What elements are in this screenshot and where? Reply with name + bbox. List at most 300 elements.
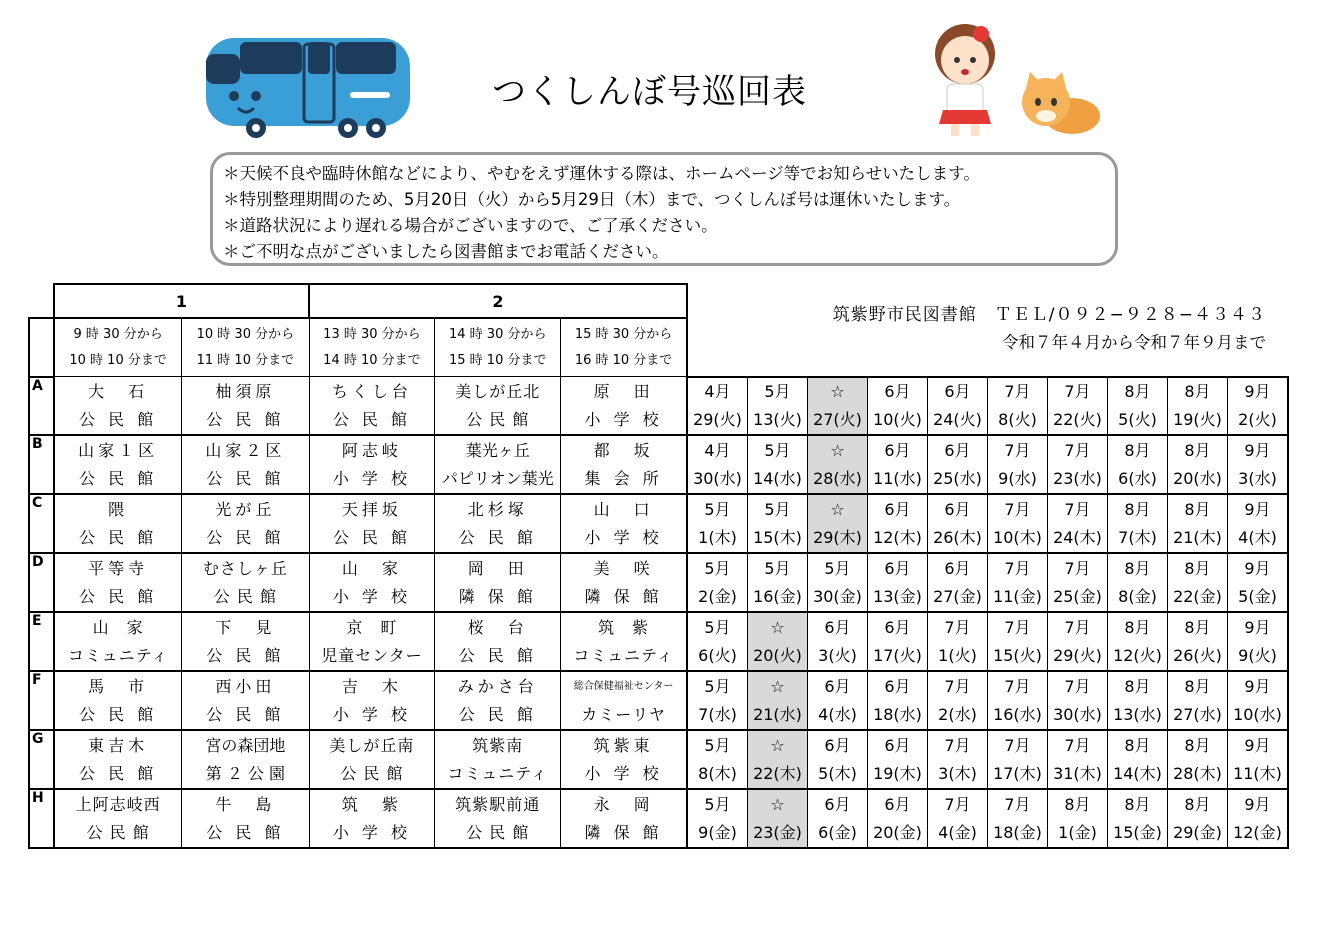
month-label: 7月	[944, 794, 971, 814]
month-label: 6月	[884, 440, 911, 460]
date-cell	[1168, 553, 1228, 612]
day-label: 8(木)	[698, 763, 737, 783]
route-row	[29, 435, 1288, 494]
day-label: 9(火)	[1238, 645, 1277, 665]
stop-name: 東吉木	[88, 735, 149, 755]
date-cell	[868, 671, 928, 730]
day-label: 23(金)	[753, 822, 802, 842]
stop-facility: 公 民 館	[79, 527, 158, 547]
time-slot-line: 10 時 30 分から	[196, 326, 295, 342]
month-label: 8月	[1064, 794, 1091, 814]
month-label: 6月	[824, 794, 851, 814]
month-label: 8月	[1184, 676, 1211, 696]
date-cell	[988, 553, 1048, 612]
month-label: 9月	[1244, 499, 1271, 519]
date-cell	[1168, 730, 1228, 789]
day-label: 4(金)	[938, 822, 977, 842]
date-cell	[868, 494, 928, 553]
stop-facility: コミュニティ	[573, 645, 674, 665]
date-cell	[1108, 435, 1168, 494]
stop-cell	[54, 730, 182, 789]
suspended-date-cell	[808, 377, 868, 436]
date-cell	[1228, 435, 1289, 494]
stop-name: 山家２区	[205, 440, 286, 460]
stop-facility: 公 民 館	[458, 704, 537, 724]
month-label: 7月	[1064, 676, 1091, 696]
day-label: 5(金)	[1238, 586, 1277, 606]
date-cell	[748, 494, 808, 553]
stop-facility: 公 民 館	[206, 527, 285, 547]
time-slot-line: 16 時 10 分まで	[574, 352, 673, 368]
date-cell	[687, 612, 748, 671]
date-cell	[1228, 671, 1289, 730]
suspended-date-cell	[808, 494, 868, 553]
day-label: 7(水)	[698, 704, 737, 724]
stop-name: 筑 紫	[598, 617, 650, 637]
time-slot-header	[435, 318, 561, 377]
stop-name: ちくし台	[331, 381, 412, 401]
day-label: 6(火)	[698, 645, 737, 665]
month-label: 8月	[1124, 381, 1151, 401]
stop-cell	[309, 730, 435, 789]
date-cell	[1108, 494, 1168, 553]
month-label: 6月	[824, 676, 851, 696]
stop-facility: 公 民 館	[79, 586, 158, 606]
day-label: 29(火)	[1053, 645, 1102, 665]
suspended-date-cell	[808, 435, 868, 494]
stop-facility: 公 民 館	[206, 704, 285, 724]
date-cell	[988, 494, 1048, 553]
star-mark: ☆	[830, 499, 845, 519]
month-label: 7月	[1004, 499, 1031, 519]
date-cell	[1228, 612, 1289, 671]
day-label: 10(水)	[1233, 704, 1282, 724]
date-cell	[1048, 553, 1108, 612]
date-cell	[687, 435, 748, 494]
day-label: 25(水)	[933, 468, 982, 488]
stop-facility: パピリオン葉光	[441, 468, 554, 488]
month-label: 6月	[824, 617, 851, 637]
time-slot-line: 10 時 10 分まで	[69, 352, 167, 368]
day-label: 27(金)	[933, 586, 982, 606]
month-label: 9月	[1244, 558, 1271, 578]
date-cell	[928, 553, 988, 612]
stop-cell	[309, 377, 435, 436]
day-label: 29(火)	[693, 409, 742, 429]
date-cell	[928, 612, 988, 671]
month-label: 6月	[884, 499, 911, 519]
day-label: 13(水)	[1113, 704, 1162, 724]
stop-name: 山家１区	[78, 440, 159, 460]
date-cell	[928, 730, 988, 789]
date-cell	[928, 377, 988, 436]
month-label: 6月	[824, 735, 851, 755]
suspended-date-cell	[748, 671, 808, 730]
day-label: 25(金)	[1053, 586, 1102, 606]
date-cell	[1228, 789, 1289, 848]
date-cell	[808, 671, 868, 730]
schedule-period: 令和７年４月から令和７年９月まで	[1002, 333, 1266, 352]
date-cell	[988, 612, 1048, 671]
month-label: 8月	[1184, 440, 1211, 460]
day-label: 12(火)	[1113, 645, 1162, 665]
stop-name: 筑紫南	[472, 735, 524, 755]
date-cell	[1048, 494, 1108, 553]
day-label: 14(木)	[1113, 763, 1162, 783]
cat-illustration	[1016, 68, 1102, 136]
stop-name: 筑紫駅前通	[455, 794, 541, 814]
day-label: 15(火)	[993, 645, 1042, 665]
date-cell	[1108, 671, 1168, 730]
star-mark: ☆	[770, 735, 785, 755]
stop-facility: コミュニティ	[67, 645, 169, 665]
stop-name: 山 家	[341, 558, 402, 578]
stop-cell	[54, 553, 182, 612]
stop-name: 筑 紫	[341, 794, 402, 814]
stop-name: 京 町	[346, 617, 398, 637]
date-cell	[748, 553, 808, 612]
day-label: 20(金)	[873, 822, 922, 842]
date-cell	[988, 435, 1048, 494]
month-label: 8月	[1184, 735, 1211, 755]
month-label: 8月	[1124, 617, 1151, 637]
day-label: 3(火)	[818, 645, 857, 665]
date-cell	[1228, 730, 1289, 789]
notice-line: ＊ご不明な点がございましたら図書館までお電話ください。	[223, 242, 669, 261]
time-slot-line: 11 時 10 分まで	[196, 352, 295, 368]
stop-cell	[309, 612, 435, 671]
route-row	[29, 494, 1288, 553]
day-label: 24(火)	[933, 409, 982, 429]
stop-cell	[435, 612, 561, 671]
suspended-date-cell	[748, 612, 808, 671]
stop-facility: 公 民 館	[466, 409, 530, 429]
stop-cell	[182, 789, 309, 848]
day-label: 13(金)	[873, 586, 922, 606]
stop-name: 山 家	[92, 617, 144, 637]
stop-name: 北杉塚	[467, 499, 528, 519]
month-label: 5月	[704, 735, 731, 755]
time-slot-header	[182, 318, 309, 377]
day-label: 16(水)	[993, 704, 1042, 724]
month-label: 5月	[704, 676, 731, 696]
date-cell	[1108, 377, 1168, 436]
month-label: 5月	[704, 794, 731, 814]
month-label: 6月	[884, 381, 911, 401]
stop-name: 桜 台	[467, 617, 528, 637]
stop-cell	[561, 730, 687, 789]
day-label: 2(水)	[938, 704, 977, 724]
girl-illustration	[925, 20, 1005, 138]
day-label: 30(金)	[813, 586, 862, 606]
stop-cell	[561, 377, 687, 436]
date-cell	[687, 377, 748, 436]
date-cell	[1168, 671, 1228, 730]
month-label: 9月	[1244, 381, 1271, 401]
day-label: 2(火)	[1238, 409, 1277, 429]
stop-cell	[435, 377, 561, 436]
date-cell	[1228, 494, 1289, 553]
stop-cell	[182, 612, 309, 671]
day-label: 9(金)	[698, 822, 737, 842]
date-cell	[687, 553, 748, 612]
stop-facility: 児童センター	[321, 645, 423, 665]
stop-cell	[54, 435, 182, 494]
day-label: 23(水)	[1053, 468, 1102, 488]
notice-line: ＊道路状況により遅れる場合がございますので、ご了承ください。	[223, 216, 718, 235]
page-title: つくしんぼ号巡回表	[492, 72, 807, 112]
stop-name: 下 見	[215, 617, 276, 637]
day-label: 8(火)	[998, 409, 1037, 429]
stop-facility: 第 ２ 公 園	[205, 763, 285, 783]
month-label: 8月	[1184, 381, 1211, 401]
stop-name: 西小田	[215, 676, 276, 696]
stop-cell	[561, 789, 687, 848]
date-cell	[868, 377, 928, 436]
stop-facility: 公 民 館	[213, 586, 277, 606]
time-slot-line: 14 時 10 分まで	[323, 352, 421, 368]
date-cell	[1168, 377, 1228, 436]
route-row	[29, 553, 1288, 612]
month-label: 9月	[1244, 735, 1271, 755]
date-cell	[1048, 377, 1108, 436]
stop-cell	[54, 377, 182, 436]
month-label: 7月	[1064, 558, 1091, 578]
route-row	[29, 671, 1288, 730]
stop-facility: 小 学 校	[332, 822, 411, 842]
stop-cell	[309, 494, 435, 553]
stop-facility: 公 民 館	[340, 763, 404, 783]
day-label: 1(金)	[1058, 822, 1097, 842]
day-label: 21(水)	[753, 704, 802, 724]
stop-facility: 公 民 館	[79, 763, 158, 783]
time-slot-line: 13 時 30 分から	[323, 326, 421, 342]
date-cell	[868, 789, 928, 848]
schedule-table	[28, 283, 1289, 849]
star-mark: ☆	[830, 440, 845, 460]
month-label: 6月	[944, 440, 971, 460]
day-label: 28(木)	[1173, 763, 1222, 783]
stop-cell	[54, 789, 182, 848]
stop-facility: 公 民 館	[86, 822, 150, 842]
day-label: 30(水)	[1053, 704, 1102, 724]
corner-blank	[29, 284, 54, 318]
date-cell	[868, 435, 928, 494]
stop-name: 平等寺	[88, 558, 149, 578]
day-label: 11(金)	[993, 586, 1042, 606]
month-label: 7月	[1004, 617, 1031, 637]
route-label: E	[29, 612, 54, 671]
time-slot-line: 14 時 30 分から	[449, 326, 547, 342]
stop-name: 光が丘	[215, 499, 276, 519]
date-cell	[687, 671, 748, 730]
stop-cell	[435, 671, 561, 730]
month-label: 8月	[1124, 440, 1151, 460]
month-label: 9月	[1244, 676, 1271, 696]
month-label: 7月	[944, 617, 971, 637]
stop-name: 隈	[108, 499, 129, 519]
month-label: 6月	[944, 381, 971, 401]
date-cell	[1108, 730, 1168, 789]
time-slot-line: 15 時 30 分から	[574, 326, 673, 342]
month-label: 6月	[884, 558, 911, 578]
day-label: 1(火)	[938, 645, 977, 665]
month-label: 8月	[1124, 676, 1151, 696]
month-label: 6月	[884, 617, 911, 637]
date-cell	[928, 789, 988, 848]
day-label: 28(水)	[813, 468, 862, 488]
group-header-1: 1	[54, 284, 309, 318]
month-label: 5月	[764, 440, 791, 460]
route-row	[29, 789, 1288, 848]
month-label: 7月	[1004, 735, 1031, 755]
stop-cell	[54, 612, 182, 671]
stop-cell	[561, 435, 687, 494]
stop-name: 総合保健福祉センター	[573, 680, 674, 692]
stop-facility: 隣 保 館	[584, 822, 663, 842]
day-label: 22(金)	[1173, 586, 1222, 606]
date-cell	[808, 789, 868, 848]
month-label: 7月	[1004, 794, 1031, 814]
date-cell	[687, 494, 748, 553]
day-label: 12(木)	[873, 527, 922, 547]
date-cell	[808, 553, 868, 612]
stop-facility: 公 民 館	[206, 822, 285, 842]
stop-facility: 公 民 館	[79, 468, 158, 488]
date-cell	[1048, 612, 1108, 671]
notice-line: ＊特別整理期間のため、5月20日（火）から5月29日（木）まで、つくしんぼ号は運休いたします。	[223, 190, 961, 209]
day-label: 3(木)	[938, 763, 977, 783]
stop-cell	[435, 435, 561, 494]
day-label: 19(木)	[873, 763, 922, 783]
date-cell	[1048, 435, 1108, 494]
stop-cell	[182, 553, 309, 612]
stop-cell	[182, 435, 309, 494]
route-row	[29, 730, 1288, 789]
month-label: 5月	[704, 558, 731, 578]
day-label: 8(金)	[1118, 586, 1157, 606]
date-cell	[1108, 789, 1168, 848]
stop-name: むさしヶ丘	[202, 558, 288, 578]
date-cell	[1108, 612, 1168, 671]
date-cell	[687, 730, 748, 789]
day-label: 14(水)	[753, 468, 802, 488]
date-cell	[1168, 435, 1228, 494]
stop-cell	[435, 789, 561, 848]
stop-name: 岡 田	[467, 558, 528, 578]
day-label: 20(水)	[1173, 468, 1222, 488]
month-label: 4月	[704, 381, 731, 401]
stop-cell	[182, 494, 309, 553]
date-cell	[1228, 377, 1289, 436]
day-label: 21(木)	[1173, 527, 1222, 547]
stop-name: 天拝坂	[341, 499, 402, 519]
month-label: 5月	[704, 499, 731, 519]
day-label: 11(水)	[873, 468, 922, 488]
date-cell	[928, 671, 988, 730]
day-label: 18(金)	[993, 822, 1042, 842]
month-label: 6月	[944, 558, 971, 578]
time-slot-header	[309, 318, 435, 377]
stop-name: 柚須原	[215, 381, 276, 401]
stop-cell	[435, 730, 561, 789]
month-label: 8月	[1124, 794, 1151, 814]
stop-name: 美しが丘北	[455, 381, 541, 401]
month-label: 7月	[944, 735, 971, 755]
star-mark: ☆	[770, 676, 785, 696]
stop-name: 宮の森団地	[205, 735, 286, 755]
stop-cell	[561, 612, 687, 671]
day-label: 22(木)	[753, 763, 802, 783]
date-cell	[1048, 730, 1108, 789]
route-label: D	[29, 553, 54, 612]
star-mark: ☆	[830, 381, 845, 401]
stop-facility: 小 学 校	[332, 704, 411, 724]
day-label: 26(木)	[933, 527, 982, 547]
stop-name: 筑紫東	[593, 735, 654, 755]
day-label: 17(火)	[873, 645, 922, 665]
date-cell	[928, 494, 988, 553]
day-label: 11(木)	[1233, 763, 1282, 783]
stop-cell	[309, 553, 435, 612]
route-row	[29, 377, 1288, 436]
stop-cell	[182, 730, 309, 789]
month-label: 6月	[884, 735, 911, 755]
date-cell	[1168, 789, 1228, 848]
stop-cell	[182, 377, 309, 436]
date-cell	[928, 435, 988, 494]
day-label: 18(水)	[873, 704, 922, 724]
stop-name: 美しが丘南	[329, 735, 415, 755]
suspended-date-cell	[748, 730, 808, 789]
stop-facility: 小 学 校	[332, 468, 411, 488]
date-cell	[808, 612, 868, 671]
stop-name: 山 口	[593, 499, 654, 519]
month-label: 8月	[1184, 794, 1211, 814]
library-contact: 筑紫野市民図書館 ＴＥＬ/０９２−９２８−４３４３	[832, 305, 1266, 325]
stop-cell	[435, 494, 561, 553]
time-slot-line: 15 時 10 分まで	[449, 352, 547, 368]
month-label: 7月	[1004, 440, 1031, 460]
time-slot-line: 9 時 30 分から	[73, 326, 163, 342]
stop-facility: 集 会 所	[584, 468, 663, 488]
month-label: 9月	[1244, 794, 1271, 814]
month-label: 7月	[1064, 735, 1091, 755]
month-label: 7月	[944, 676, 971, 696]
day-label: 4(木)	[1238, 527, 1277, 547]
stop-cell	[309, 789, 435, 848]
day-label: 29(金)	[1173, 822, 1222, 842]
day-label: 22(火)	[1053, 409, 1102, 429]
day-label: 1(木)	[698, 527, 737, 547]
day-label: 3(水)	[1238, 468, 1277, 488]
day-label: 15(木)	[753, 527, 802, 547]
month-label: 7月	[1004, 558, 1031, 578]
month-label: 8月	[1124, 558, 1151, 578]
route-label: H	[29, 789, 54, 848]
stop-facility: 公 民 館	[79, 704, 158, 724]
day-label: 5(火)	[1118, 409, 1157, 429]
month-label: 6月	[884, 676, 911, 696]
month-label: 8月	[1184, 617, 1211, 637]
route-label: A	[29, 377, 54, 436]
stop-cell	[435, 553, 561, 612]
date-cell	[748, 435, 808, 494]
date-cell	[808, 730, 868, 789]
month-label: 5月	[824, 558, 851, 578]
route-row	[29, 612, 1288, 671]
day-label: 10(火)	[873, 409, 922, 429]
